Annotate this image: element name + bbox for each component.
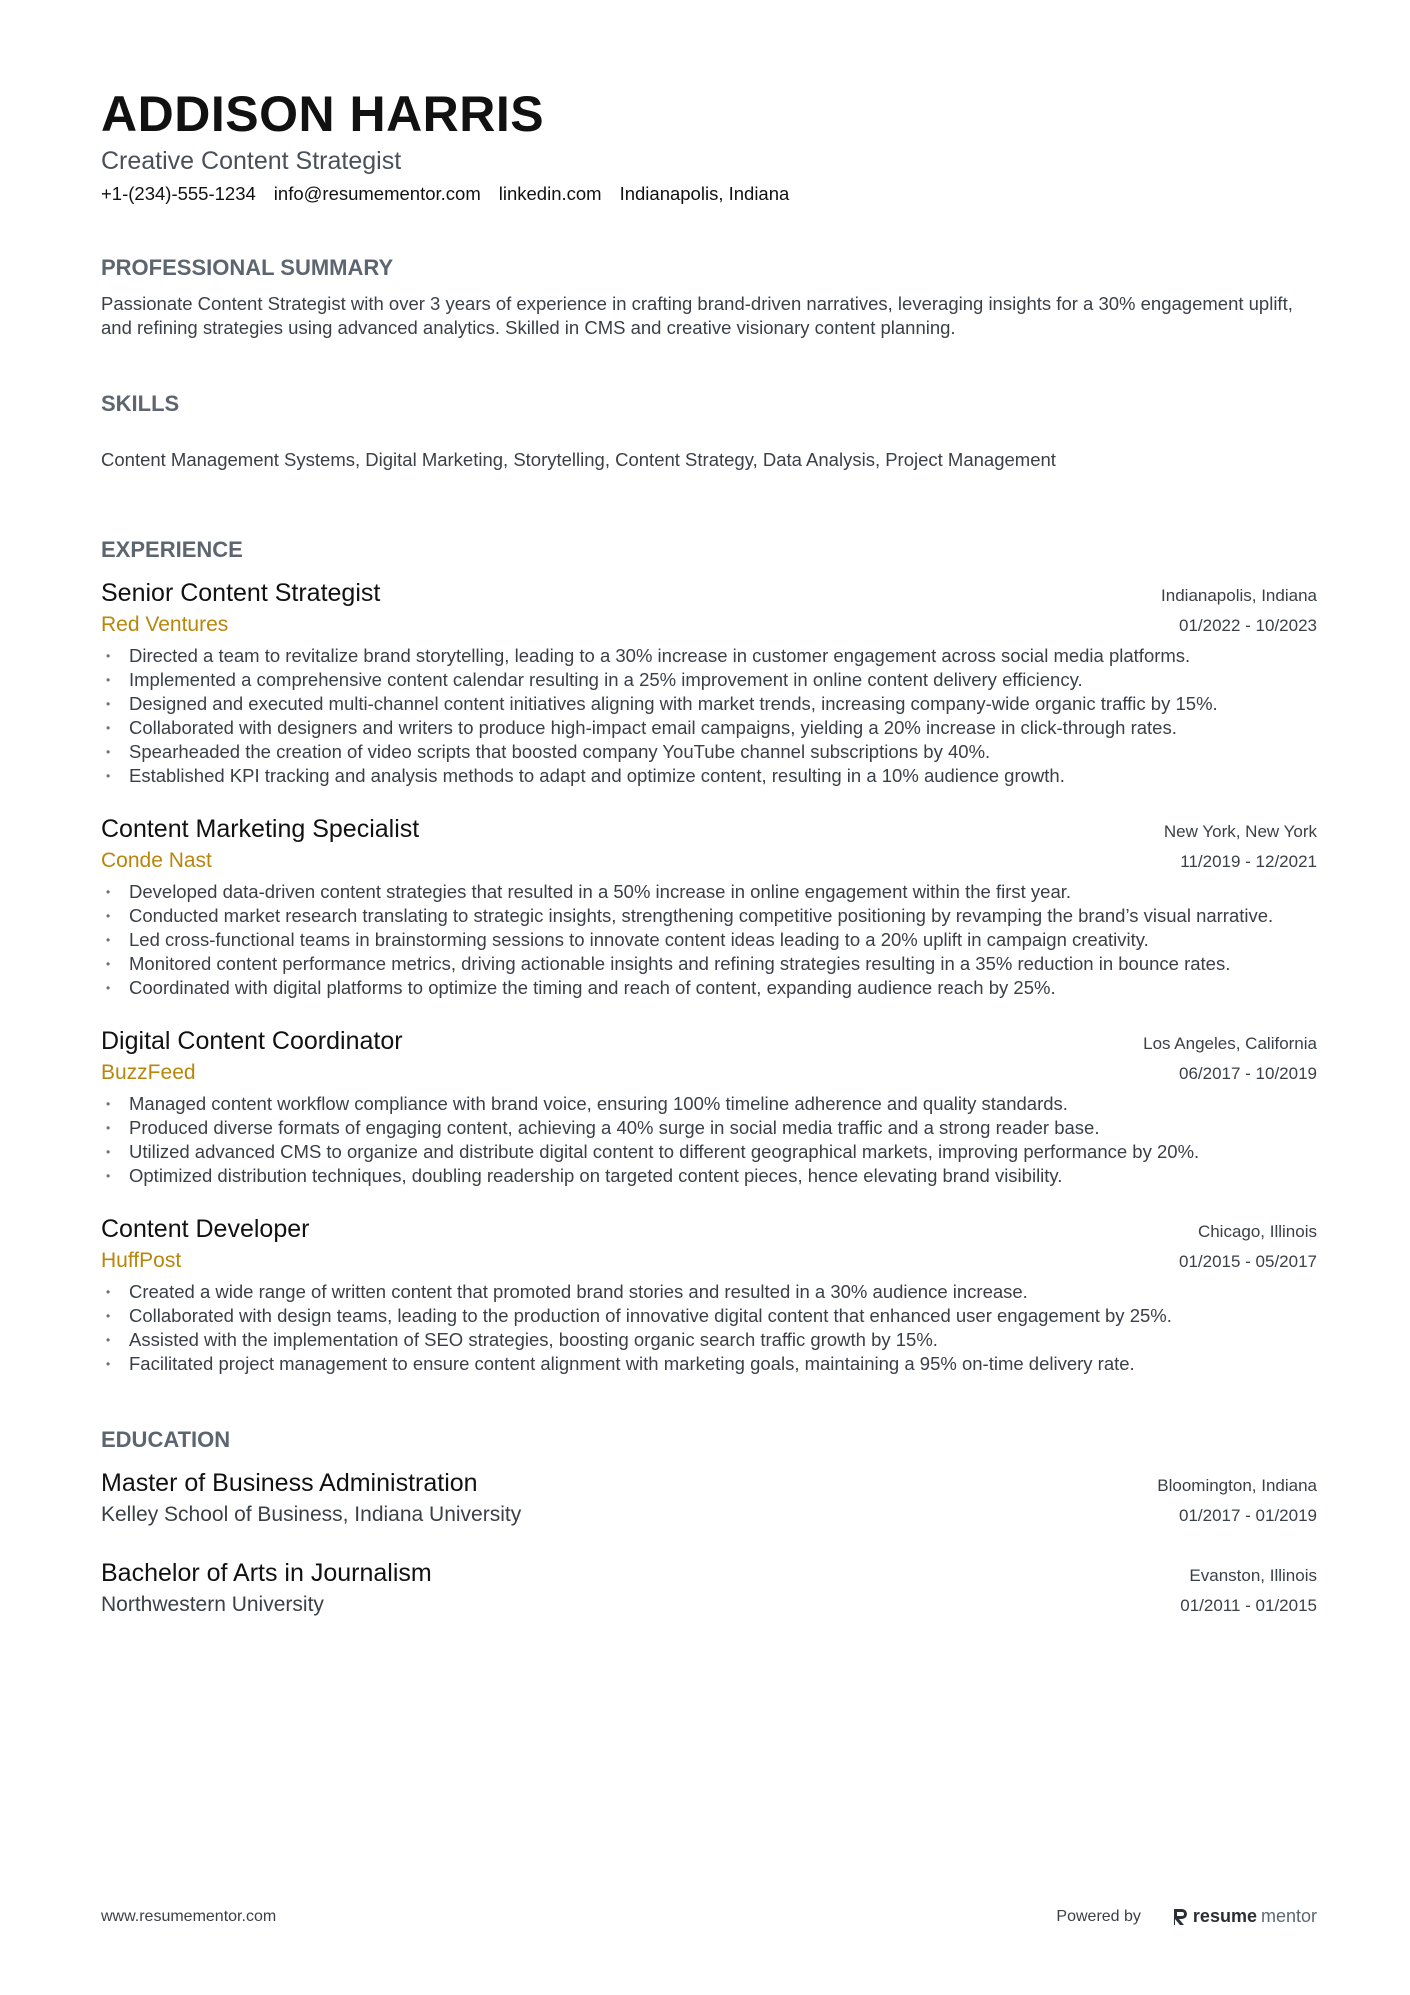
brand-logo[interactable]	[1171, 1906, 1317, 1927]
bullet-item: • Coordinated with digital platforms to optimize the timing and reach of content, expanding audience reach by 25%.	[101, 976, 1317, 1000]
job-title: Senior Content Strategist	[101, 579, 381, 607]
bullet-item: • Managed content workflow compliance with brand voice, ensuring 100% timeline adherence and quality standards.	[101, 1092, 1317, 1116]
bullet-item: • Utilized advanced CMS to organize and distribute digital content to different geographical markets, improving performance by 20%.	[101, 1140, 1317, 1164]
job-company: Red Ventures	[101, 613, 229, 636]
summary-heading: PROFESSIONAL SUMMARY	[101, 255, 394, 280]
bullet-item: • Implemented a comprehensive content calendar resulting in a 25% improvement in online content delivery efficiency.	[101, 668, 1317, 692]
candidate-role: Creative Content Strategist	[101, 147, 402, 175]
education-dates: 01/2011 - 01/2015	[1180, 1596, 1317, 1615]
experience-entry	[101, 1214, 1317, 1376]
job-dates: 01/2015 - 05/2017	[1178, 1252, 1317, 1271]
bullet-item: • Established KPI tracking and analysis methods to adapt and optimize content, resulting in a 10% audience growth.	[101, 764, 1317, 788]
contact-location: Indianapolis, Indiana	[619, 183, 790, 204]
bullet-item: • Created a wide range of written content that promoted brand stories and resulted in a 30% audience increase.	[101, 1280, 1317, 1304]
job-location: Chicago, Illinois	[1197, 1222, 1317, 1241]
summary-text: Passionate Content Strategist with over 3 years of experience in crafting brand-driven narratives, leveraging insights for a 30% engagement uplift, and refining strategies using advanced analytics. Skilled in CMS and creative visionary content planning.	[101, 293, 1293, 338]
page-footer	[101, 1906, 1317, 1927]
experience-entry	[101, 814, 1317, 1000]
degree-title: Bachelor of Arts in Journalism	[101, 1559, 432, 1587]
experience-heading: EXPERIENCE	[101, 537, 243, 562]
job-company: HuffPost	[101, 1249, 182, 1272]
resumementor-logo-icon	[1171, 1907, 1189, 1927]
bullet-item: • Developed data-driven content strategies that resulted in a 50% increase in online engagement within the first year.	[101, 880, 1317, 904]
contact-linkedin[interactable]: linkedin.com	[498, 183, 602, 204]
skills-heading: SKILLS	[101, 391, 180, 416]
resume-header	[101, 84, 1317, 206]
contact-email[interactable]: info@resumementor.com	[273, 183, 481, 204]
bullet-item: • Directed a team to revitalize brand storytelling, leading to a 30% increase in customer engagement across social media platforms.	[101, 644, 1317, 668]
education-heading: EDUCATION	[101, 1427, 231, 1452]
contact-line	[101, 182, 1317, 206]
contact-phone: +1-(234)-555-1234	[101, 183, 256, 204]
bullet-item: • Led cross-functional teams in brainstorming sessions to innovate content ideas leading to a 20% uplift in campaign creativity.	[101, 928, 1317, 952]
powered-by-label: Powered by	[1056, 1907, 1141, 1925]
education-entry	[101, 1558, 1317, 1620]
footer-website-link[interactable]: www.resumementor.com	[101, 1907, 277, 1925]
school-name: Kelley School of Business, Indiana University	[101, 1503, 522, 1526]
job-dates: 11/2019 - 12/2021	[1180, 852, 1317, 871]
school-name: Northwestern University	[101, 1593, 324, 1616]
bullet-item: • Conducted market research translating to strategic insights, strengthening competitive positioning by revamping the brand’s visual narrative.	[101, 904, 1317, 928]
job-title: Digital Content Coordinator	[101, 1027, 403, 1055]
education-dates: 01/2017 - 01/2019	[1178, 1506, 1317, 1525]
brand-name-light: mentor	[1260, 1906, 1317, 1926]
job-bullets	[101, 644, 1317, 788]
skills-text: Content Management Systems, Digital Marketing, Storytelling, Content Strategy, Data Analysis, Project Management	[101, 449, 1056, 470]
experience-entry	[101, 578, 1317, 788]
bullet-item: • Collaborated with design teams, leading to the production of innovative digital content that enhanced user engagement by 25%.	[101, 1304, 1317, 1328]
job-title: Content Developer	[101, 1215, 310, 1243]
education-entry	[101, 1468, 1317, 1530]
bullet-item: • Assisted with the implementation of SEO strategies, boosting organic search traffic growth by 15%.	[101, 1328, 1317, 1352]
brand-name-bold: resume	[1192, 1906, 1257, 1926]
bullet-item: • Facilitated project management to ensure content alignment with marketing goals, maintaining a 95% on-time delivery rate.	[101, 1352, 1317, 1376]
job-company: Conde Nast	[101, 849, 212, 872]
job-bullets	[101, 880, 1317, 1000]
candidate-name: ADDISON HARRIS	[101, 86, 545, 142]
experience-entry	[101, 1026, 1317, 1188]
degree-title: Master of Business Administration	[101, 1469, 478, 1497]
bullet-item: • Optimized distribution techniques, doubling readership on targeted content pieces, hence elevating brand visibility.	[101, 1164, 1317, 1188]
job-bullets	[101, 1280, 1317, 1376]
education-location: Bloomington, Indiana	[1157, 1476, 1317, 1495]
job-location: New York, New York	[1163, 822, 1317, 841]
job-bullets	[101, 1092, 1317, 1188]
bullet-item: • Collaborated with designers and writers to produce high-impact email campaigns, yielding a 20% increase in click-through rates.	[101, 716, 1317, 740]
resume-page	[101, 84, 1317, 1620]
job-title: Content Marketing Specialist	[101, 815, 420, 843]
bullet-item: • Designed and executed multi-channel content initiatives aligning with market trends, increasing company-wide organic traffic by 15%.	[101, 692, 1317, 716]
bullet-item: • Monitored content performance metrics, driving actionable insights and refining strategies resulting in a 35% reduction in bounce rates.	[101, 952, 1317, 976]
job-dates: 06/2017 - 10/2019	[1178, 1064, 1317, 1083]
job-location: Los Angeles, California	[1143, 1034, 1317, 1053]
footer-branding	[1056, 1906, 1317, 1927]
job-dates: 01/2022 - 10/2023	[1178, 616, 1317, 635]
bullet-item: • Produced diverse formats of engaging content, achieving a 40% surge in social media traffic and a strong reader base.	[101, 1116, 1317, 1140]
education-location: Evanston, Illinois	[1189, 1566, 1317, 1585]
job-location: Indianapolis, Indiana	[1161, 586, 1317, 605]
job-company: BuzzFeed	[101, 1061, 196, 1084]
bullet-item: • Spearheaded the creation of video scripts that boosted company YouTube channel subscriptions by 40%.	[101, 740, 1317, 764]
